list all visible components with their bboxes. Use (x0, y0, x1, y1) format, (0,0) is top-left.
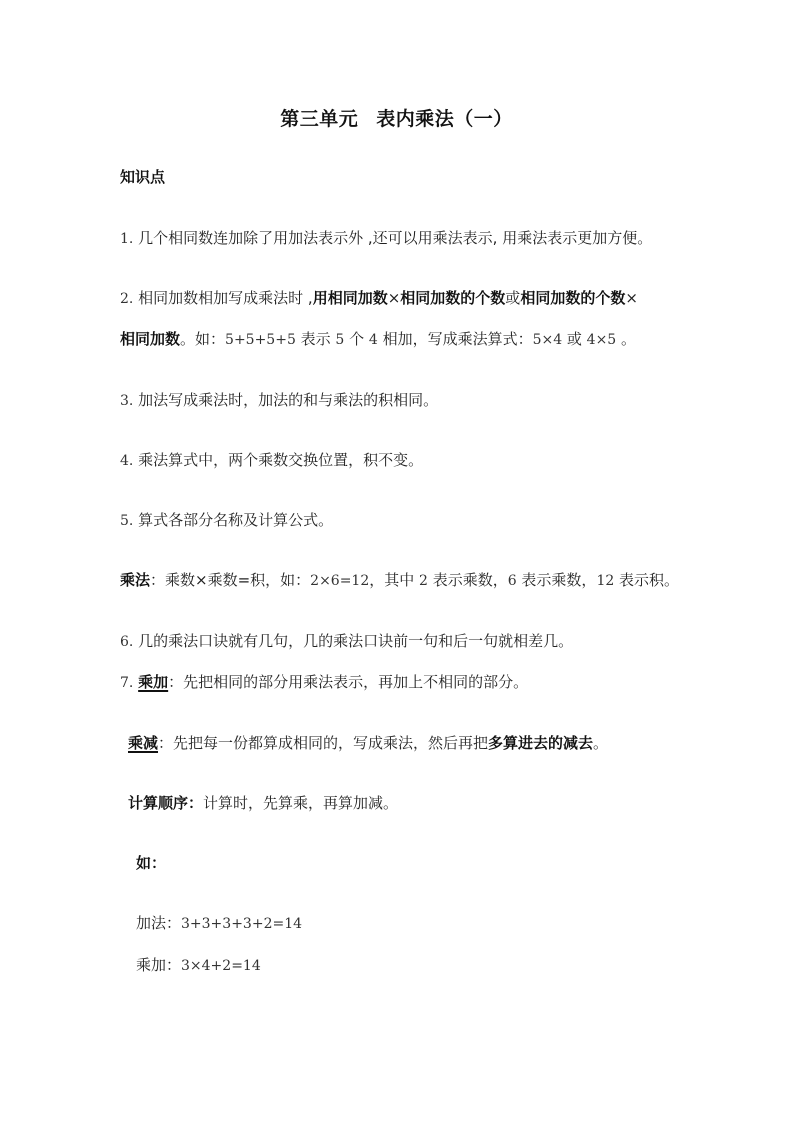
bold-term: 乘法 (120, 571, 151, 589)
expression: 4×5 (586, 332, 617, 348)
point-2-line-1 (120, 288, 638, 309)
bold-term: 相同加数的个数 (520, 289, 626, 307)
bold-underlined-term: 乘加 (138, 673, 169, 691)
text: 表示乘数， (516, 571, 597, 589)
point-text: 相同加数相加写成乘法时 , (138, 289, 313, 307)
bold-term: 多算进去的减去 (488, 734, 594, 752)
text: ：乘数×乘数=积，如： (150, 571, 311, 589)
bold-term: 相同加数 (120, 330, 181, 348)
text: ，其中 (369, 571, 420, 589)
page-title (0, 104, 793, 131)
text: 计算时，先算乘，再算加减。 (203, 794, 399, 812)
point-number: 1. (120, 231, 134, 247)
text: 表示积。 (614, 571, 680, 589)
example-multiply-add (136, 955, 261, 976)
example-addition (136, 913, 302, 934)
bold-underlined-term: 乘减 (128, 734, 159, 752)
text: 。 (593, 734, 609, 752)
point-5 (120, 510, 333, 531)
bold-term: 计算顺序： (128, 794, 204, 812)
bold-term: 用相同加数 (312, 289, 388, 307)
point-number: 4. (120, 453, 134, 469)
text: 或 (562, 330, 587, 348)
section-heading: 知识点 (120, 168, 166, 186)
point-6 (120, 631, 573, 652)
point-1 (120, 228, 652, 249)
expression: 5+5+5+5 (225, 332, 296, 348)
expression: 3×4+2=14 (181, 958, 261, 974)
title-topic: 表内乘法（一） (376, 108, 513, 130)
expression: 3+3+3+3+2=14 (181, 916, 303, 932)
number: 6 (507, 573, 517, 589)
number: 5 (335, 332, 345, 348)
point-text: 几个相同数连加除了用加法表示外 ,还可以用乘法表示, 用乘法表示更加方便。 (138, 229, 653, 247)
example-label: 如： (136, 854, 167, 872)
multiply-subtract (128, 733, 608, 753)
number: 4 (368, 332, 378, 348)
point-3 (120, 390, 438, 411)
text: ：先把每一份都算成相同的，写成乘法，然后再把 (158, 734, 489, 752)
text: 表示 (295, 330, 336, 348)
text: 个 (344, 330, 369, 348)
bold-term: 相同加数的个数 (400, 289, 506, 307)
title-unit: 第三单元 (280, 108, 359, 130)
point-2-line-2 (120, 329, 636, 350)
number: 12 (596, 573, 615, 589)
point-number: 7. (120, 675, 134, 691)
calculation-order (128, 793, 398, 813)
text: 表示乘数， (427, 571, 508, 589)
example-intro: 。如： (180, 330, 226, 348)
point-7 (120, 672, 528, 693)
point-text: ：先把相同的部分用乘法表示，再加上不相同的部分。 (168, 673, 529, 691)
label: 乘加： (136, 956, 182, 974)
times-sign: × (387, 289, 401, 307)
point-text: 乘法算式中，两个乘数交换位置，积不变。 (138, 451, 424, 469)
point-number: 3. (120, 393, 134, 409)
point-number: 5. (120, 513, 134, 529)
multiplication-formula (120, 570, 679, 591)
point-number: 6. (120, 634, 134, 650)
expression: 2×6=12 (310, 573, 370, 589)
text: 。 (616, 330, 636, 348)
point-text: 几的乘法口诀就有几句，几的乘法口诀前一句和后一句就相差几。 (138, 632, 574, 650)
point-text: 算式各部分名称及计算公式。 (138, 511, 334, 529)
expression: 5×4 (532, 332, 563, 348)
text: 相加，写成乘法算式： (377, 330, 533, 348)
point-text: 加法写成乘法时，加法的和与乘法的积相同。 (138, 391, 439, 409)
point-number: 2. (120, 291, 134, 307)
or-text: 或 (505, 289, 521, 307)
point-4 (120, 450, 423, 471)
label: 加法： (136, 914, 182, 932)
times-sign: × (625, 289, 638, 307)
number: 2 (419, 573, 428, 589)
